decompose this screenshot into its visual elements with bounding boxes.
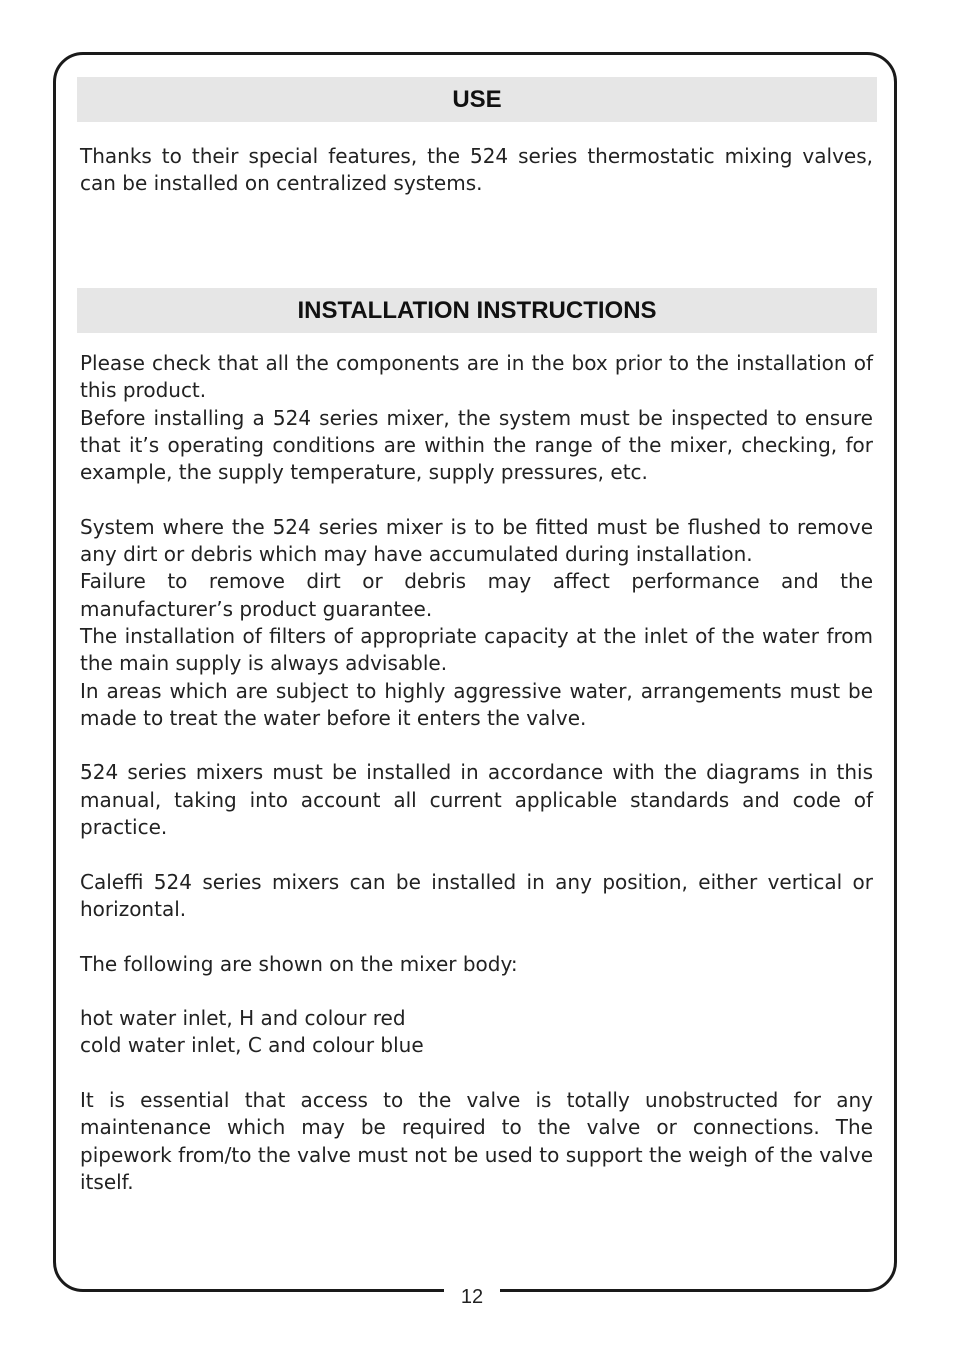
installation-paragraph-6: hot water inlet, H and colour red cold water inlet, C and colour blue (80, 1006, 424, 1058)
installation-section (80, 350, 873, 1196)
use-section (80, 143, 873, 198)
installation-paragraph-4: Caleffi 524 series mixers can be installed in any position, either vertical or horizontal. (80, 869, 873, 921)
installation-paragraph-5: The following are shown on the mixer body: (80, 951, 518, 976)
installation-paragraph-1: Please check that all the components are in the box prior to the installation of this product. Before installing a 524 series mixer, the system must be inspected to ensure that it’s operating conditions are within the range of the mixer, checking, for example, the supply temperature, supply pressures, etc. (80, 351, 873, 485)
use-paragraph: Thanks to their special features, the 524 series thermostatic mixing valves, can be installed on centralized systems. (80, 144, 873, 196)
installation-heading: INSTALLATION INSTRUCTIONS (77, 288, 877, 333)
installation-paragraph-7: It is essential that access to the valve is totally unobstructed for any maintenance which may be required to the valve or connections. The pipework from/to the valve must not be used to support the weigh of the valve itself. (80, 1088, 873, 1194)
installation-paragraph-3: 524 series mixers must be installed in accordance with the diagrams in this manual, taking into account all current applicable standards and code of practice. (80, 760, 873, 840)
page-number: 12 (460, 1286, 484, 1308)
installation-paragraph-2: System where the 524 series mixer is to be fitted must be flushed to remove any dirt or debris which may have accumulated during installation. Failure to remove dirt or debris may affect performance and the manufacturer’s product guarantee. The installation of filters of appropriate capacity at the inlet of the water from the main supply is always advisable. In areas which are subject to highly aggressive water, arrangements must be made to treat the water before it enters the valve. (80, 514, 873, 730)
use-heading: USE (77, 77, 877, 122)
